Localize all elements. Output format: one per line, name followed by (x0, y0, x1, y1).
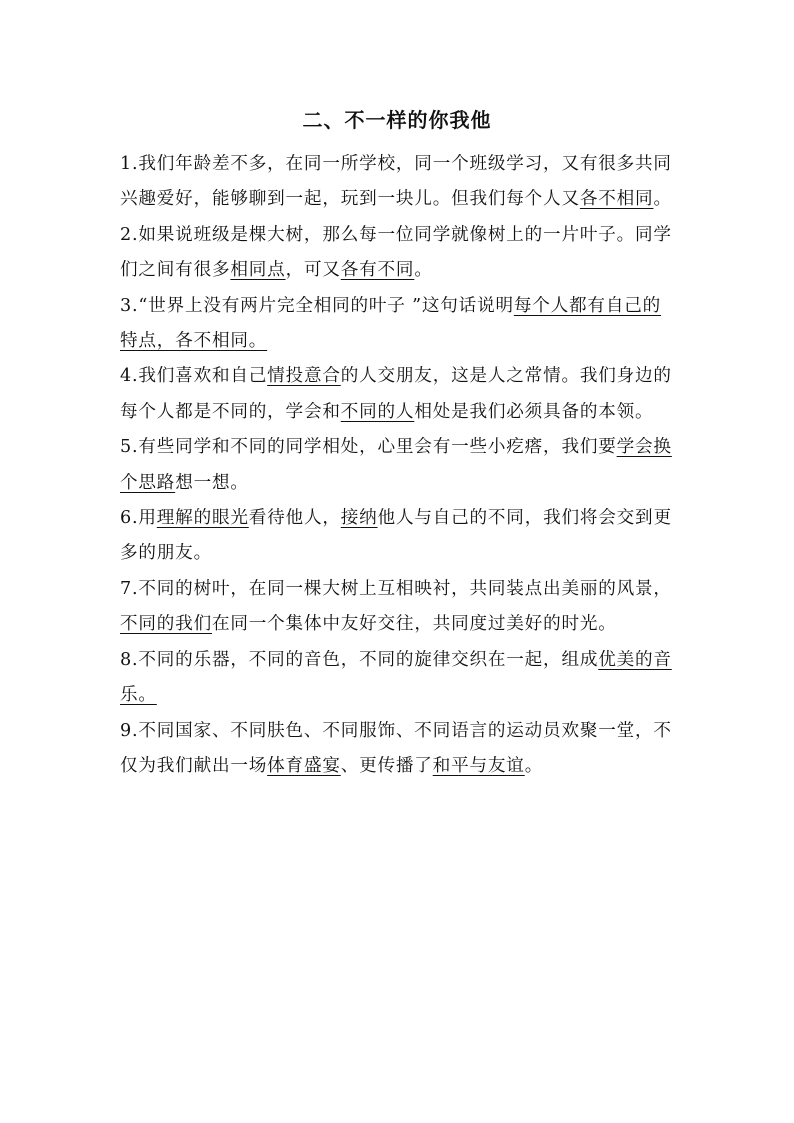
list-item (120, 714, 676, 785)
underlined-answer: 每个人都有自己的特点，各不相同。 (120, 295, 662, 352)
underlined-answer: 接纳 (340, 508, 378, 529)
underlined-answer: 情投意合 (267, 366, 341, 387)
underlined-answer: 理解的眼光 (156, 508, 249, 529)
underlined-answer: 和平与友谊 (432, 755, 525, 776)
list-item (120, 218, 676, 289)
statement-list (120, 147, 676, 784)
list-item (120, 289, 676, 360)
list-item (120, 643, 676, 714)
text-segment: 4.我们喜欢和自己 (120, 366, 268, 387)
text-segment: 、更传播了 (340, 755, 433, 776)
page-title: 二、不一样的你我他 (302, 108, 492, 132)
text-segment: 2.如果说班级是棵大树，那么每一位同学就像树上的一片叶子。同学们之间有很多 (120, 224, 672, 281)
list-item (120, 430, 676, 501)
text-segment: 看待他人， (248, 508, 341, 529)
underlined-answer: 不同的我们 (120, 614, 212, 635)
list-item (120, 501, 676, 572)
text-segment: 6.用 (120, 508, 157, 529)
underlined-answer: 体育盛宴 (267, 755, 341, 776)
text-segment: 8.不同的乐器，不同的音色，不同的旋律交织在一起，组成 (120, 649, 599, 670)
underlined-answer: 各不相同 (579, 189, 654, 210)
text-segment: 7.不同的树叶，在同一棵大树上互相映衬，共同装点出美丽的风景， (120, 578, 672, 599)
underlined-answer: 不同的人 (340, 401, 415, 422)
list-item (120, 147, 676, 218)
underlined-answer: 各有不同 (340, 260, 415, 281)
underlined-answer: 学会换个思路 (120, 437, 672, 493)
list-item (120, 359, 676, 430)
text-segment: 他人与自己的不同，我们将会交到更多的朋友。 (120, 508, 672, 564)
underlined-answer: 相同点 (230, 260, 286, 281)
text-segment: 想一想。 (175, 472, 249, 493)
text-segment: 相处是我们必须具备的本领。 (414, 401, 654, 422)
text-segment: 3.“世界上没有两片完全相同的叶子 ”这句话说明 (120, 295, 514, 316)
text-segment: 。 (653, 189, 672, 210)
text-segment: 在同一个集体中友好交往，共同度过美好的时光。 (211, 614, 617, 635)
list-item (120, 572, 676, 643)
text-segment: 的人交朋友，这是人之常情。我们身边的每个人都是不同的，学会和 (120, 366, 672, 422)
text-segment: 5.有些同学和不同的同学相处，心里会有一些小疙瘩，我们要 (120, 437, 617, 458)
text-segment: 1.我们年龄差不多，在同一所学校，同一个班级学习，又有很多共同兴趣爱好，能够聊到一起，玩到一块儿。但我们每个人又 (120, 154, 672, 210)
text-segment: ，可又 (285, 260, 341, 281)
underlined-answer: 优美的音乐。 (120, 649, 672, 706)
text-segment: 。 (524, 755, 544, 776)
text-segment: 。 (414, 260, 433, 281)
text-segment: 9.不同国家、不同肤色、不同服饰、不同语言的运动员欢聚一堂，不仅为我们献出一场 (120, 720, 672, 776)
